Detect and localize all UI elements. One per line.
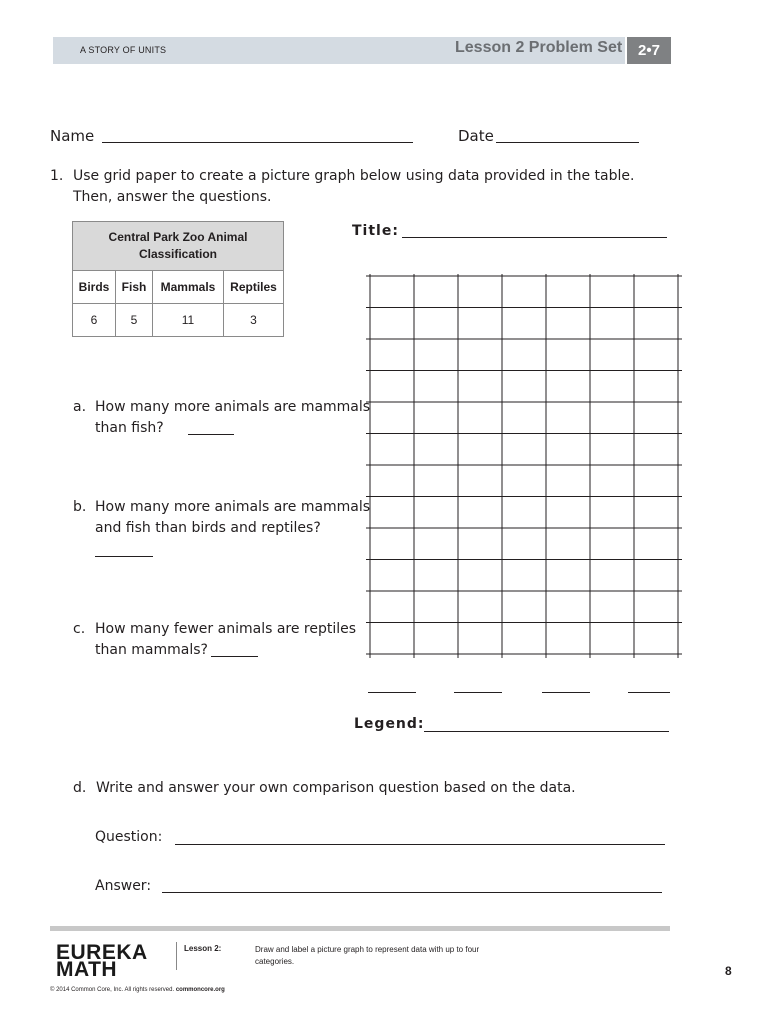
table-header-cell: Fish	[116, 271, 153, 304]
question-a-letter: a.	[73, 399, 87, 415]
problem-number: 1.	[50, 168, 64, 184]
table-value-cell: 6	[73, 304, 116, 337]
question-c-letter: c.	[73, 621, 86, 637]
data-table	[72, 221, 284, 337]
name-field[interactable]	[102, 142, 413, 143]
answer-b-blank[interactable]	[95, 556, 153, 557]
objective-line2: categories.	[255, 957, 295, 966]
footer-divider	[176, 942, 177, 970]
legend-label: Legend:	[354, 716, 425, 732]
page-number: 8	[725, 964, 732, 978]
problem-text-line2: Then, answer the questions.	[73, 189, 272, 205]
graph-title-label: Title:	[352, 223, 399, 239]
date-label: Date	[458, 127, 494, 145]
question-label: Question:	[95, 829, 163, 845]
name-label: Name	[50, 127, 95, 145]
copyright-site-link[interactable]: commoncore.org	[175, 987, 225, 993]
table-caption-line2: Classification	[138, 247, 218, 261]
category-label-blank[interactable]	[368, 692, 416, 693]
answer-c-blank[interactable]	[211, 656, 258, 657]
question-a-line2: than fish?	[95, 420, 164, 436]
table-header-cell: Mammals	[153, 271, 224, 304]
date-field[interactable]	[496, 142, 639, 143]
lesson-title: Lesson 2 Problem Set	[455, 39, 623, 56]
question-b-line2: and fish than birds and reptiles?	[95, 520, 321, 536]
grade-badge: 2•7	[627, 37, 671, 64]
question-field[interactable]	[175, 844, 665, 845]
question-b-line1: How many more animals are mammals	[95, 499, 371, 515]
category-label-blank[interactable]	[454, 692, 502, 693]
table-caption	[73, 222, 284, 271]
answer-field[interactable]	[162, 892, 662, 893]
answer-label: Answer:	[95, 878, 152, 894]
question-c-line1: How many fewer animals are reptiles	[95, 621, 357, 637]
footer-objective	[255, 944, 479, 968]
eureka-math-logo	[56, 941, 148, 981]
table-value-cell: 3	[224, 304, 284, 337]
question-d-letter: d.	[73, 780, 87, 796]
objective-line1: Draw and label a picture graph to represent data with up to four	[255, 945, 480, 954]
graph-title-field[interactable]	[402, 237, 667, 238]
table-header-cell: Birds	[73, 271, 116, 304]
footer-rule	[50, 926, 670, 931]
legend-field[interactable]	[424, 731, 669, 732]
table-caption-line1: Central Park Zoo Animal	[108, 230, 248, 244]
picture-graph-grid[interactable]	[364, 270, 682, 662]
answer-a-blank[interactable]	[188, 434, 234, 435]
question-a-line1: How many more animals are mammals	[95, 399, 371, 415]
logo-line2: MATH	[56, 958, 118, 981]
table-value-cell: 11	[153, 304, 224, 337]
question-b-letter: b.	[73, 499, 87, 515]
copyright	[50, 987, 225, 993]
table-value-cell: 5	[116, 304, 153, 337]
category-label-blank[interactable]	[628, 692, 670, 693]
problem-text-line1: Use grid paper to create a picture graph below using data provided in the table.	[73, 168, 635, 184]
series-name: A STORY OF UNITS	[80, 45, 167, 55]
question-d-text: Write and answer your own comparison question based on the data.	[96, 780, 576, 796]
copyright-text: © 2014 Common Core, Inc. All rights reserved.	[50, 987, 175, 993]
question-c-line2: than mammals?	[95, 642, 208, 658]
logo-line1: EUREKA	[56, 941, 148, 964]
grid-lines	[366, 274, 682, 658]
table-header-cell: Reptiles	[224, 271, 284, 304]
footer-lesson-label: Lesson 2:	[184, 944, 222, 953]
category-label-blank[interactable]	[542, 692, 590, 693]
